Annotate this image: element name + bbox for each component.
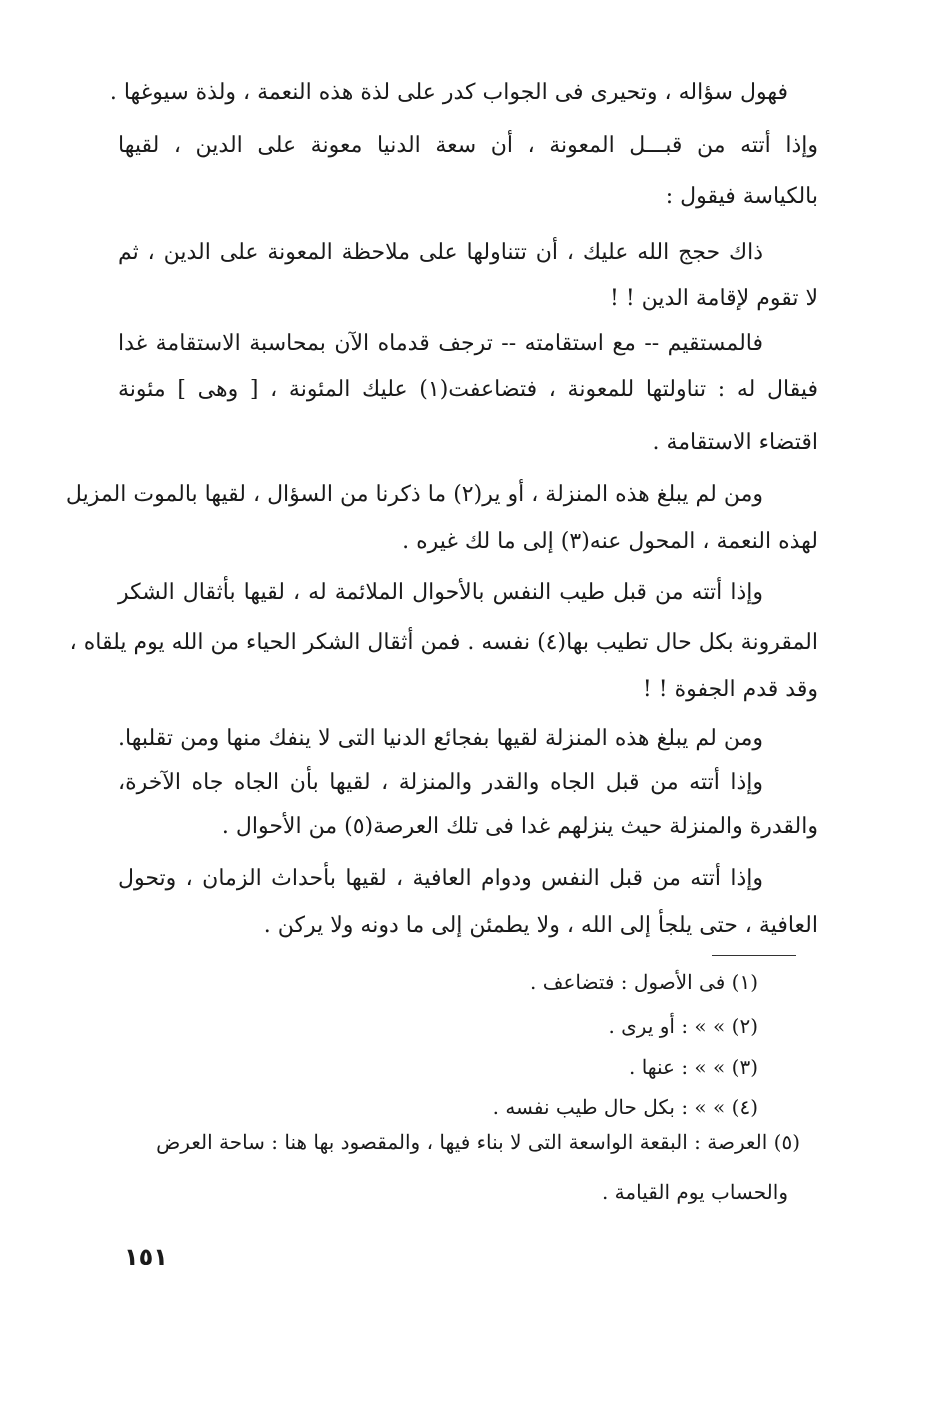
text-line: فيقال له : تناولتها للمعونة ، فتضاعفت(١) عليك المئونة ، [ وهى ] مئونة (118, 377, 818, 402)
footnote: والحساب يوم القيامة . (601, 1180, 788, 1204)
footnote: (٤) » » : بكل حال طيب نفسه . (492, 1095, 758, 1119)
main-text (65, 0, 818, 960)
text-line: بالكياسة فيقول : (665, 184, 818, 209)
footnote-separator (712, 955, 796, 956)
text-line: ومن لم يبلغ هذه المنزلة لقيها بفجائع الدنيا التى لا ينفك منها ومن تقلبها. (118, 726, 763, 751)
footnote: (٥) العرصة : البقعة الواسعة التى لا بناء فيها ، والمقصود بها هنا : ساحة العرض (156, 1130, 800, 1154)
page-number: ١٥١ (124, 1243, 168, 1271)
text-line: العافية ، حتى يلجأ إلى الله ، ولا يطمئن إلى ما دونه ولا يركن . (263, 913, 818, 938)
text-line: وقد قدم الجفوة ! ! (642, 677, 818, 702)
text-line: المقرونة بكل حال تطيب بها(٤) نفسه . فمن أثقال الشكر الحياء من الله يوم يلقاه ، (69, 630, 818, 655)
text-line: والقدرة والمنزلة حيث ينزلهم غدا فى تلك العرصة(٥) من الأحوال . (221, 814, 818, 839)
text-line: اقتضاء الاستقامة . (652, 430, 818, 455)
text-line: فالمستقيم -- مع استقامته -- ترجف قدماه الآن بمحاسبة الاستقامة غدا (118, 331, 763, 356)
text-line: وإذا أتته من قبل طيب النفس بالأحوال الملائمة له ، لقيها بأثقال الشكر (118, 580, 763, 605)
footnote: (٢) » » : أو يرى . (608, 1014, 758, 1038)
footnote: (٣) » » : عنها . (628, 1055, 758, 1079)
text-line: لا تقوم لإقامة الدين ! ! (609, 286, 818, 311)
text-line: وإذا أتته من قبل النفس ودوام العافية ، لقيها بأحداث الزمان ، وتحول (118, 866, 763, 891)
text-line: ومن لم يبلغ هذه المنزلة ، أو ير(٢) ما ذكرنا من السؤال ، لقيها بالموت المزيل (65, 482, 763, 507)
text-line: لهذه النعمة ، المحول عنه(٣) إلى ما لك غيره . (402, 529, 818, 554)
text-line: ذاك حجج الله عليك ، أن تتناولها على ملاحظة المعونة على الدين ، ثم (118, 240, 763, 265)
text-line: فهول سؤاله ، وتحيرى فى الجواب كدر على لذة هذه النعمة ، ولذة سيوغها . (109, 80, 788, 105)
footnote: (١) فى الأصول : فتضاعف . (530, 970, 758, 994)
text-line: وإذا أتته من قبل الجاه والقدر والمنزلة ، لقيها بأن الجاه جاه الآخرة، (118, 770, 763, 795)
text-line: وإذا أتته من قبـــل المعونة ، أن سعة الدنيا معونة على الدين ، لقيها (118, 133, 818, 158)
